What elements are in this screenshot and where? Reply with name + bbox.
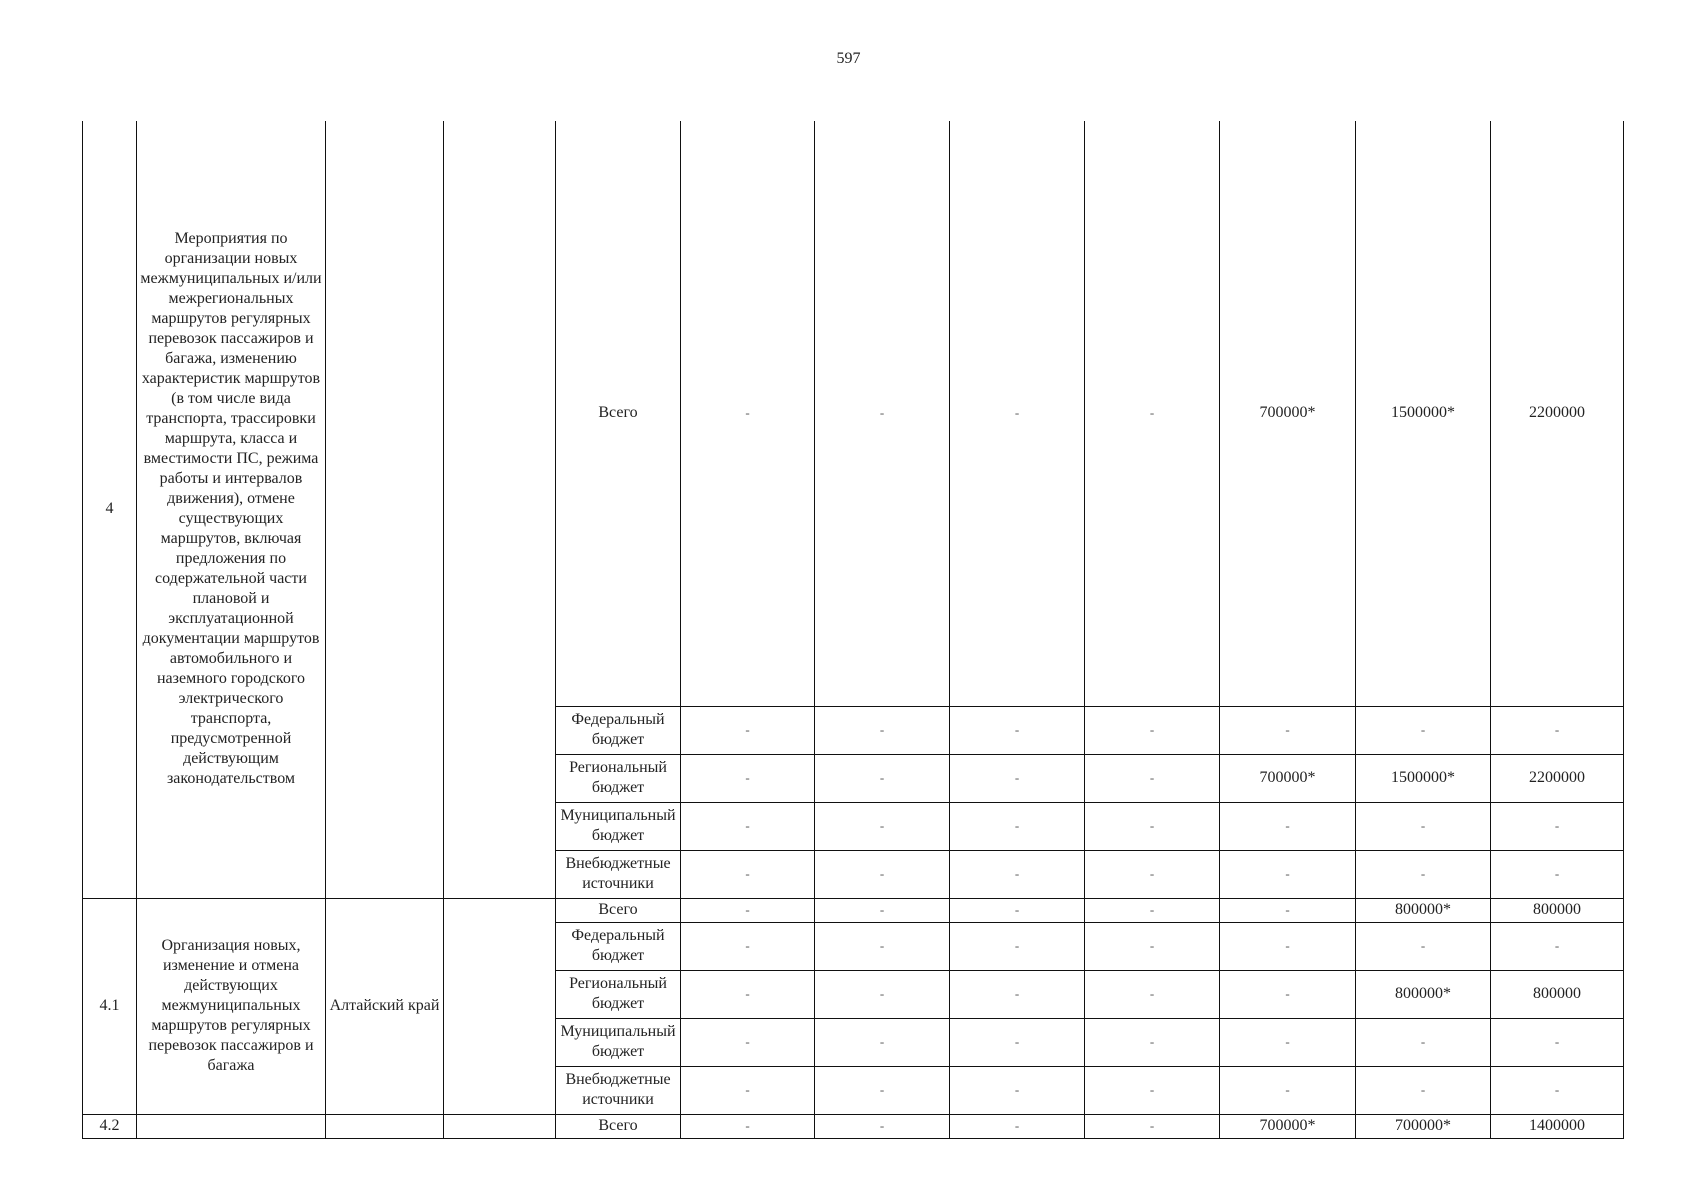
amount-cell: - — [950, 970, 1085, 1018]
amount-cell: - — [1491, 802, 1624, 850]
amount-cell: - — [950, 922, 1085, 970]
amount-cell: - — [815, 1018, 950, 1066]
amount-cell: - — [681, 1114, 815, 1138]
amount-cell: - — [681, 922, 815, 970]
budget-table — [82, 121, 1624, 1139]
table-body — [83, 121, 1624, 1138]
amount-cell: - — [1491, 1066, 1624, 1114]
amount-cell: - — [950, 850, 1085, 898]
amount-cell: 700000* — [1220, 121, 1356, 706]
activity-title — [137, 1114, 326, 1138]
region: Алтайский край — [326, 898, 444, 1114]
amount-cell: 700000* — [1356, 1114, 1491, 1138]
amount-cell: 700000* — [1220, 754, 1356, 802]
amount-cell: - — [1356, 706, 1491, 754]
amount-cell: - — [1085, 970, 1220, 1018]
amount-cell: - — [1491, 922, 1624, 970]
amount-cell: - — [1356, 850, 1491, 898]
funding-source-total: Всего — [556, 1114, 681, 1138]
funding-source-federal: Федеральный бюджет — [556, 706, 681, 754]
amount-cell: - — [1491, 706, 1624, 754]
amount-cell: - — [1220, 706, 1356, 754]
activity-title: Мероприятия по организации новых межмуниципальных и/или межрегиональных маршрутов регулярных перевозок пассажиров и багажа, изменению характеристик маршрутов (в том числе вида транспорта, трассировки маршрута, класса и вместимости ПС, режима работы и интервалов движения), отмене существующих маршрутов, включая предложения по содержательной части плановой и эксплуатационной документации маршрутов автомобильного и наземного городского электрического транспорта, предусмотренной действующим законодательством — [137, 121, 326, 898]
funding-source-regional: Региональный бюджет — [556, 970, 681, 1018]
amount-cell: - — [950, 121, 1085, 706]
funding-source-total: Всего — [556, 121, 681, 706]
funding-source-total: Всего — [556, 898, 681, 922]
amount-cell: - — [1356, 1066, 1491, 1114]
amount-cell: 2200000 — [1491, 754, 1624, 802]
table-row — [83, 898, 1624, 922]
amount-cell: - — [681, 754, 815, 802]
funding-source-municipal: Муниципальный бюджет — [556, 1018, 681, 1066]
amount-cell: - — [1491, 1018, 1624, 1066]
amount-cell: - — [815, 121, 950, 706]
amount-cell: - — [815, 922, 950, 970]
amount-cell: - — [950, 898, 1085, 922]
amount-cell: - — [1085, 802, 1220, 850]
note — [444, 121, 556, 898]
region — [326, 1114, 444, 1138]
amount-cell: - — [950, 754, 1085, 802]
amount-cell: - — [681, 706, 815, 754]
note — [444, 1114, 556, 1138]
row-number: 4.2 — [83, 1114, 137, 1138]
activity-title: Организация новых, изменение и отмена действующих межмуниципальных маршрутов регулярных перевозок пассажиров и багажа — [137, 898, 326, 1114]
note — [444, 898, 556, 1114]
amount-cell: - — [815, 850, 950, 898]
amount-cell: - — [1085, 121, 1220, 706]
amount-cell: - — [681, 898, 815, 922]
amount-cell: - — [1085, 922, 1220, 970]
funding-source-municipal: Муниципальный бюджет — [556, 802, 681, 850]
amount-cell: - — [1220, 970, 1356, 1018]
amount-cell: - — [815, 706, 950, 754]
amount-cell: 800000* — [1356, 970, 1491, 1018]
amount-cell: - — [815, 898, 950, 922]
amount-cell: - — [681, 850, 815, 898]
page-number: 597 — [836, 50, 861, 67]
amount-cell: 1400000 — [1491, 1114, 1624, 1138]
amount-cell: - — [1220, 1066, 1356, 1114]
amount-cell: 800000* — [1356, 898, 1491, 922]
amount-cell: - — [681, 970, 815, 1018]
amount-cell: 800000 — [1491, 898, 1624, 922]
amount-cell: - — [1085, 850, 1220, 898]
amount-cell: - — [815, 802, 950, 850]
amount-cell: - — [950, 802, 1085, 850]
region — [326, 121, 444, 898]
funding-source-extrabudgetary: Внебюджетные источники — [556, 1066, 681, 1114]
amount-cell: - — [1356, 1018, 1491, 1066]
amount-cell: - — [1085, 754, 1220, 802]
amount-cell: - — [681, 1018, 815, 1066]
amount-cell: - — [815, 754, 950, 802]
amount-cell: 1500000* — [1356, 754, 1491, 802]
table-row — [83, 121, 1624, 706]
amount-cell: - — [1085, 1114, 1220, 1138]
table-row — [83, 1114, 1624, 1138]
amount-cell: - — [815, 970, 950, 1018]
row-number: 4.1 — [83, 898, 137, 1114]
amount-cell: - — [1220, 802, 1356, 850]
amount-cell: - — [1085, 898, 1220, 922]
amount-cell: - — [1220, 1018, 1356, 1066]
amount-cell: - — [681, 1066, 815, 1114]
amount-cell: 700000* — [1220, 1114, 1356, 1138]
amount-cell: - — [1085, 1066, 1220, 1114]
amount-cell: - — [1220, 922, 1356, 970]
amount-cell: - — [815, 1066, 950, 1114]
amount-cell: 800000 — [1491, 970, 1624, 1018]
amount-cell: - — [1085, 1018, 1220, 1066]
amount-cell: - — [950, 1114, 1085, 1138]
funding-source-regional: Региональный бюджет — [556, 754, 681, 802]
funding-source-federal: Федеральный бюджет — [556, 922, 681, 970]
amount-cell: - — [1491, 850, 1624, 898]
amount-cell: - — [681, 121, 815, 706]
amount-cell: 1500000* — [1356, 121, 1491, 706]
amount-cell: - — [681, 802, 815, 850]
amount-cell: - — [950, 706, 1085, 754]
amount-cell: - — [950, 1066, 1085, 1114]
row-number: 4 — [83, 121, 137, 898]
amount-cell: - — [815, 1114, 950, 1138]
funding-source-extrabudgetary: Внебюджетные источники — [556, 850, 681, 898]
amount-cell: - — [1085, 706, 1220, 754]
amount-cell: - — [1220, 850, 1356, 898]
amount-cell: - — [1220, 898, 1356, 922]
amount-cell: - — [1356, 802, 1491, 850]
amount-cell: - — [1356, 922, 1491, 970]
amount-cell: - — [950, 1018, 1085, 1066]
amount-cell: 2200000 — [1491, 121, 1624, 706]
